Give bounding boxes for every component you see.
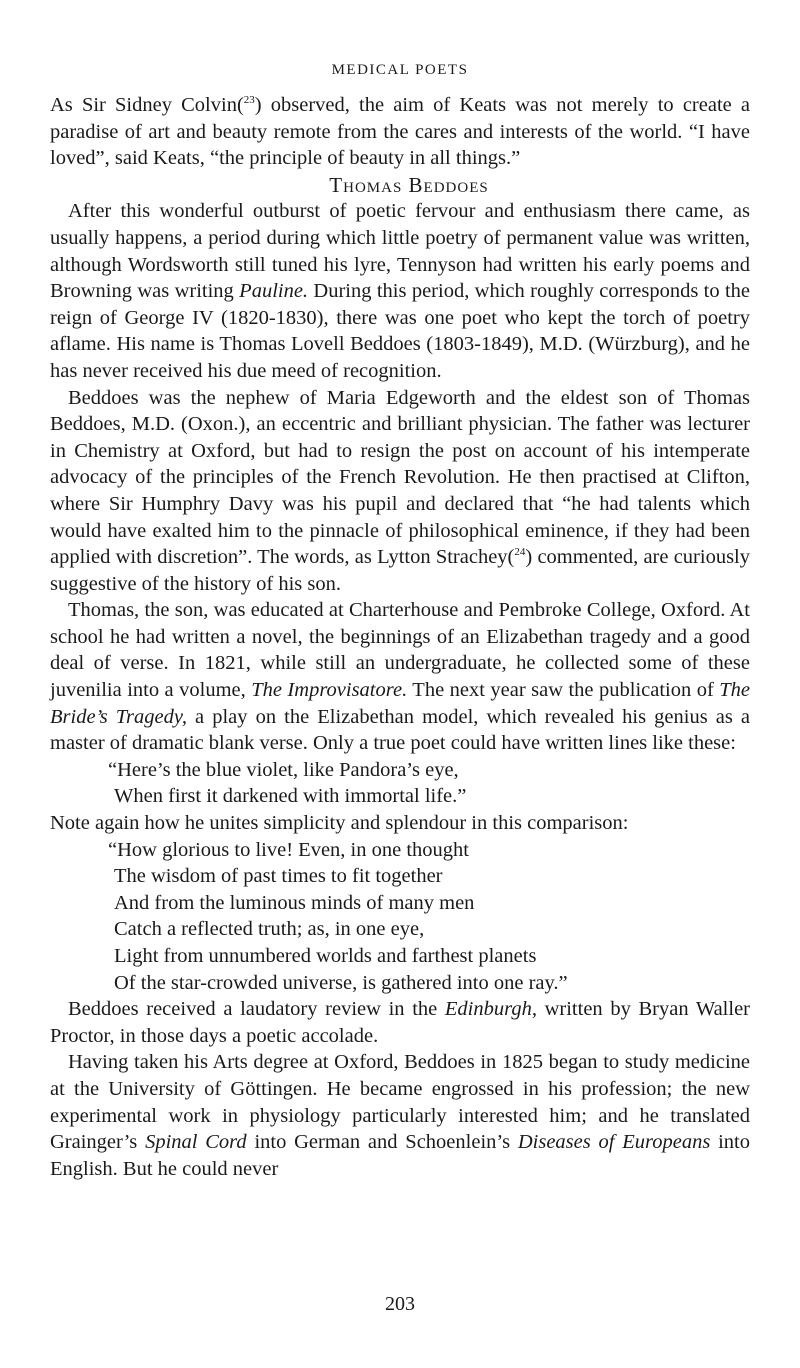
verse-line: And from the luminous minds of many men <box>114 891 475 914</box>
verse-line: When first it darkened with immortal life.” <box>114 785 467 808</box>
paragraph-review <box>50 996 750 1049</box>
footnote-ref: 24 <box>514 546 526 559</box>
page-number: 203 <box>385 1293 415 1315</box>
text-run: Having taken his Arts degree at Oxford, Beddoes in 1825 began to study medicine at the University of Göttingen. He became engrossed in his profession; the new experimental work in physiology particularly interested him; and he translated Grainger’s <box>50 1051 750 1154</box>
text-run: a play on the Elizabethan model, which revealed his genius as a master of dramatic blank verse. Only a true poet could have written lines like these: <box>50 705 750 755</box>
verse-line: Of the star-crowded universe, is gathered into one ray.” <box>114 971 568 994</box>
work-title: Spinal Cord <box>145 1131 247 1154</box>
work-title: Pauline. <box>239 280 309 303</box>
text-run: The next year saw the publication of <box>407 679 720 702</box>
text-run: As Sir Sidney Colvin( <box>50 94 244 116</box>
verse-line: The wisdom of past times to fit together <box>114 865 443 888</box>
work-title: The Improvisatore. <box>251 679 408 702</box>
section-heading: Thomas Beddoes <box>329 172 489 197</box>
work-title: Diseases of Europeans <box>517 1131 711 1154</box>
text-run: Thomas, the son, was educated at Charterhouse and Pembroke College, Oxford. At school he had written a novel, the beginnings of an Elizabethan tragedy and a good deal of verse. In 1821, while still an undergraduate, he collected some of these juvenilia into a volume, <box>50 599 750 702</box>
text-run: written by Bryan Waller Proctor, in those days a poetic accolade. <box>50 998 750 1047</box>
running-head: MEDICAL POETS <box>331 62 469 78</box>
verse-line: Catch a reflected truth; as, in one eye, <box>114 918 425 941</box>
paragraph-note: Note again how he unites simplicity and splendour in this comparison: <box>50 812 629 835</box>
paragraph-colvin <box>50 92 750 172</box>
verse-line: “Here’s the blue violet, like Pandora’s eye, <box>108 758 459 781</box>
text-run: During this period, which roughly corresponds to the reign of George IV (1820-1830), there was one poet who kept the torch of poetry aflame. His name is Thomas Lovell Beddoes (1803-1849), M.D. (Würzburg), and he has never received his due meed of recognition. <box>50 280 751 382</box>
text-run: After this wonderful outburst of poetic fervour and enthusiasm there came, as usually happens, a period during which little poetry of permanent value was written, although Wordsworth still tuned his lyre, Tennyson had written his early poems and Browning was writing <box>50 200 750 303</box>
paragraph-nephew <box>50 385 750 598</box>
text-run: Beddoes received a laudatory review in the <box>68 998 445 1021</box>
body-text <box>50 92 750 1182</box>
verse-line: Light from unnumbered worlds and farthest planets <box>114 945 537 967</box>
work-title: Edinburgh, <box>444 998 537 1021</box>
verse-quote-glorious <box>50 837 750 997</box>
paragraph-education <box>50 597 750 757</box>
text-run: into German and Schoenlein’s <box>246 1131 518 1154</box>
text-run: ) observed, the aim of Keats was not merely to create a paradise of art and beauty remote from the cares and interests of the world. “I have loved”, said Keats, “the principle of beauty in all things.” <box>50 94 750 170</box>
text-run: ) commented, are curiously suggestive of the history of his son. <box>50 546 750 595</box>
footnote-ref: 23 <box>243 94 255 107</box>
verse-line: “How glorious to live! Even, in one thought <box>108 838 469 861</box>
text-run: into English. But he could never <box>50 1131 750 1180</box>
paragraph-gottingen <box>50 1049 750 1182</box>
text-run: Beddoes was the nephew of Maria Edgeworth and the eldest son of Thomas Beddoes, M.D. (Oxon.), an eccentric and brilliant physician. The father was lecturer in Chemistry at Oxford, but had to resign the post on account of his intemperate advocacy of the principles of the French Revolution. He then practised at Clifton, where Sir Humphry Davy was his pupil and declared that “he had talents which would have exalted him to the pinnacle of philosophical eminence, if they had been applied with discretion”. The words, as Lytton Strachey( <box>50 386 750 569</box>
work-title: The Bride’s Tragedy, <box>50 679 750 728</box>
verse-quote-violet <box>50 757 750 810</box>
paragraph-outburst <box>50 198 750 384</box>
